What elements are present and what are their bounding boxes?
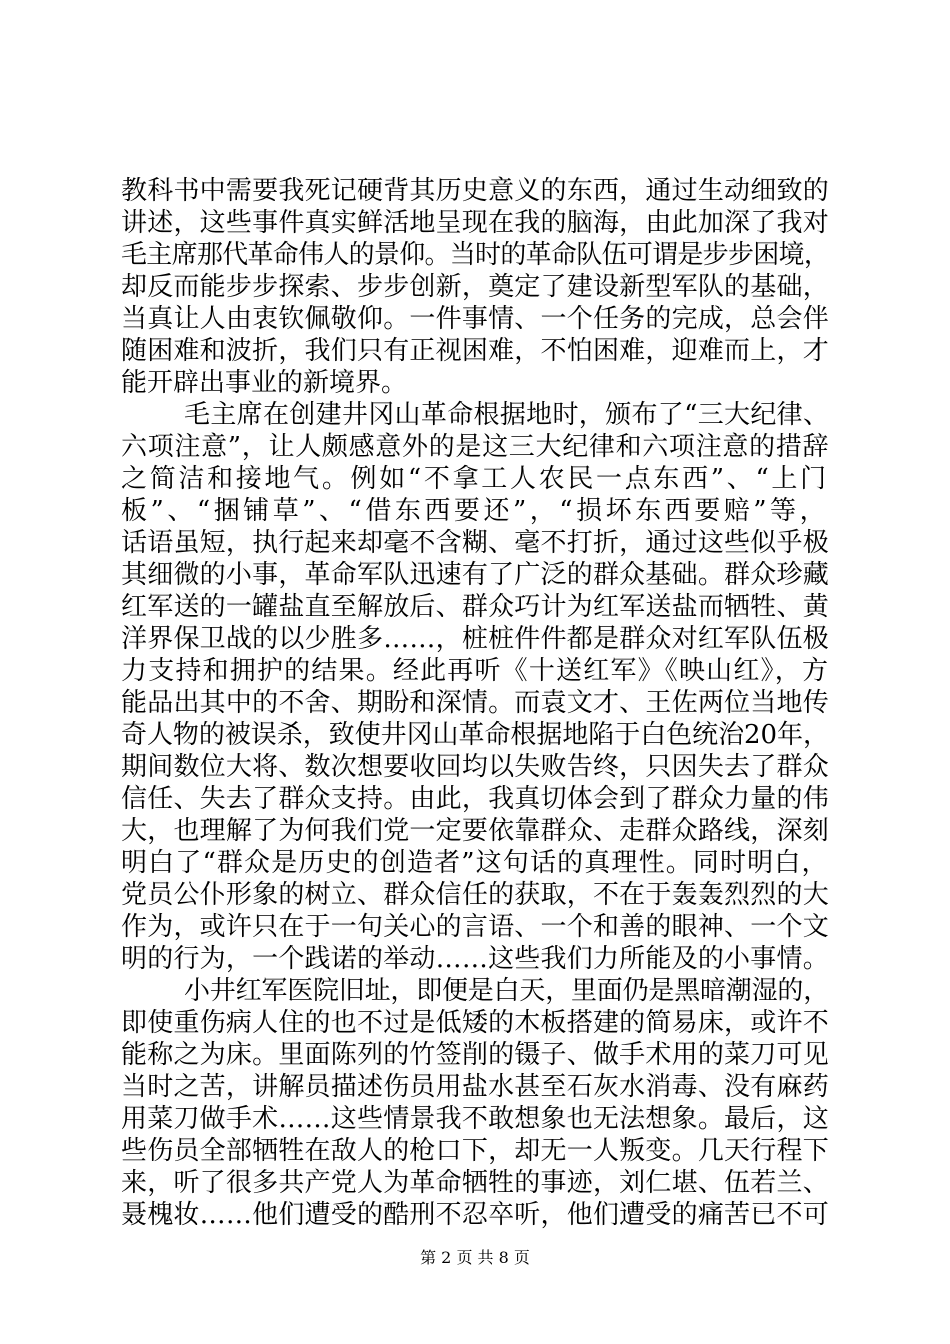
text-line: 明白了“群众是历史的创造者”这句话的真理性。同时明白， <box>121 848 829 878</box>
text-line: 期间数位大将、数次想要收回均以失败告终，只因失去了群众 <box>121 752 829 782</box>
text-line: 能称之为床。里面陈列的竹签削的镊子、做手术用的菜刀可见 <box>121 1040 829 1070</box>
text-line: 当时之苦，讲解员描述伤员用盐水甚至石灰水消毒、没有麻药 <box>121 1072 829 1102</box>
text-line: 讲述，这些事件真实鲜活地呈现在我的脑海，由此加深了我对 <box>121 208 829 238</box>
text-line: 力支持和拥护的结果。经此再听《十送红军》《映山红》，方 <box>121 656 830 686</box>
text-line: 能开辟出事业的新境界。 <box>121 368 408 398</box>
text-line: 能品出其中的不舍、期盼和深情。而袁文才、王佐两位当地传 <box>121 688 829 718</box>
text-line: 些伤员全部牺牲在敌人的枪口下，却无一人叛变。几天行程下 <box>121 1136 829 1166</box>
page-footer: 第 2 页 共 8 页 <box>420 1248 530 1267</box>
text-line: 小井红军医院旧址，即便是白天，里面仍是黑暗潮湿的， <box>184 976 830 1006</box>
text-line: 用菜刀做手术……这些情景我不敢想象也无法想象。最后，这 <box>121 1104 829 1134</box>
text-line: 当真让人由衷钦佩敬仰。一件事情、一个任务的完成，总会伴 <box>121 304 829 334</box>
text-line: 之简洁和接地气。例如“不拿工人农民一点东西”、“上门 <box>121 464 829 494</box>
text-line: 聂槐妆……他们遭受的酷刑不忍卒听，他们遭受的痛苦已不可 <box>121 1200 829 1230</box>
text-line: 六项注意”，让人颇感意外的是这三大纪律和六项注意的措辞 <box>121 432 830 462</box>
text-line: 作为，或许只在于一句关心的言语、一个和善的眼神、一个文 <box>121 912 829 942</box>
text-line: 板”、“捆铺草”、“借东西要还”，“损坏东西要赔”等， <box>121 496 830 526</box>
text-line: 话语虽短，执行起来却毫不含糊、毫不打折，通过这些似乎极 <box>121 528 829 558</box>
text-line: 毛主席那代革命伟人的景仰。当时的革命队伍可谓是步步困境， <box>121 240 830 270</box>
text-line: 却反而能步步探索、步步创新，奠定了建设新型军队的基础， <box>121 272 829 302</box>
text-line: 党员公仆形象的树立、群众信任的获取，不在于轰轰烈烈的大 <box>121 880 829 910</box>
text-line: 毛主席在创建井冈山革命根据地时，颁布了“三大纪律、 <box>184 400 830 430</box>
text-line: 来，听了很多共产党人为革命牺牲的事迹，刘仁堪、伍若兰、 <box>121 1168 829 1198</box>
text-line: 即使重伤病人住的也不过是低矮的木板搭建的简易床，或许不 <box>121 1008 829 1038</box>
text-line: 洋界保卫战的以少胜多……，桩桩件件都是群众对红军队伍极 <box>121 624 829 654</box>
text-line: 明的行为，一个践诺的举动……这些我们力所能及的小事情。 <box>121 944 829 974</box>
text-line: 红军送的一罐盐直至解放后、群众巧计为红军送盐而牺牲、黄 <box>121 592 829 622</box>
text-line: 大，也理解了为何我们党一定要依靠群众、走群众路线，深刻 <box>121 816 829 846</box>
text-line: 其细微的小事，革命军队迅速有了广泛的群众基础。群众珍藏 <box>121 560 829 590</box>
text-line: 随困难和波折，我们只有正视困难，不怕困难，迎难而上，才 <box>121 336 829 366</box>
text-line: 教科书中需要我死记硬背其历史意义的东西，通过生动细致的 <box>121 176 829 206</box>
text-line: 信任、失去了群众支持。由此，我真切体会到了群众力量的伟 <box>121 784 829 814</box>
text-line: 奇人物的被误杀，致使井冈山革命根据地陷于白色统治20年， <box>121 720 829 750</box>
